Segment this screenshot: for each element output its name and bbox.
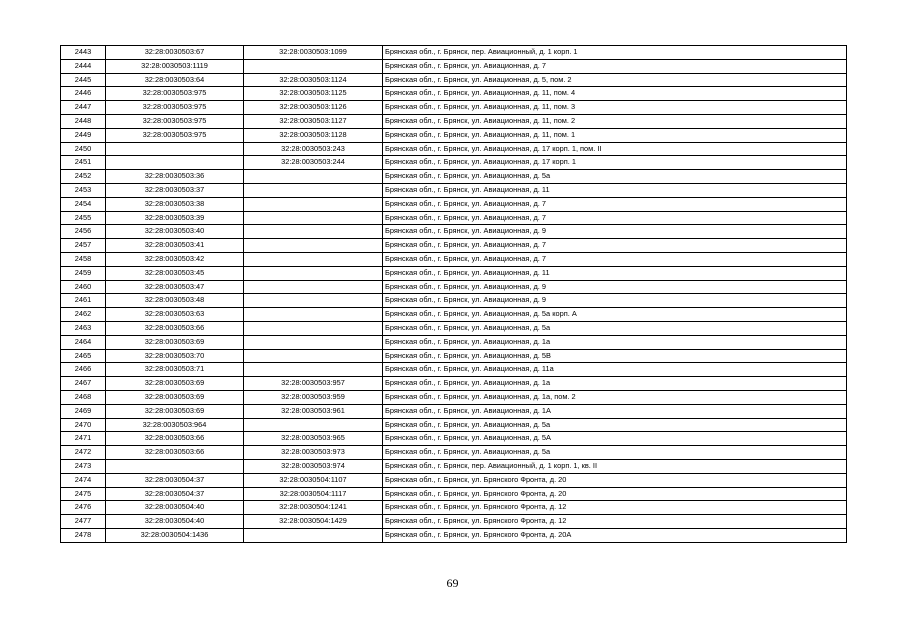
row-number-cell: 2456	[61, 225, 106, 239]
address-cell: Брянская обл., г. Брянск, ул. Авиационная, д. 5а	[383, 321, 847, 335]
row-number-cell: 2472	[61, 446, 106, 460]
property-table-container	[60, 45, 846, 543]
page-number: 69	[446, 576, 459, 590]
building-cadastral-number-cell: 32:28:0030504:1117	[244, 487, 383, 501]
address-cell: Брянская обл., г. Брянск, ул. Авиационная, д. 7	[383, 239, 847, 253]
cadastral-number-cell: 32:28:0030503:975	[106, 128, 244, 142]
address-cell: Брянская обл., г. Брянск, ул. Авиационная, д. 7	[383, 59, 847, 73]
row-number-cell: 2464	[61, 335, 106, 349]
cadastral-number-cell: 32:28:0030503:975	[106, 101, 244, 115]
table-row	[61, 294, 847, 308]
building-cadastral-number-cell: 32:28:0030503:961	[244, 404, 383, 418]
building-cadastral-number-cell	[244, 183, 383, 197]
row-number-cell: 2445	[61, 73, 106, 87]
building-cadastral-number-cell	[244, 294, 383, 308]
address-cell: Брянская обл., г. Брянск, ул. Авиационная, д. 9	[383, 280, 847, 294]
cadastral-number-cell: 32:28:0030503:69	[106, 377, 244, 391]
row-number-cell: 2476	[61, 501, 106, 515]
table-row	[61, 335, 847, 349]
building-cadastral-number-cell	[244, 528, 383, 542]
table-row	[61, 349, 847, 363]
building-cadastral-number-cell	[244, 211, 383, 225]
row-number-cell: 2471	[61, 432, 106, 446]
building-cadastral-number-cell	[244, 363, 383, 377]
cadastral-number-cell	[106, 142, 244, 156]
row-number-cell: 2463	[61, 321, 106, 335]
row-number-cell: 2452	[61, 170, 106, 184]
cadastral-number-cell: 32:28:0030503:66	[106, 321, 244, 335]
table-row	[61, 142, 847, 156]
building-cadastral-number-cell: 32:28:0030503:957	[244, 377, 383, 391]
table-row	[61, 239, 847, 253]
address-cell: Брянская обл., г. Брянск, ул. Авиационная, д. 1а	[383, 335, 847, 349]
table-row	[61, 515, 847, 529]
row-number-cell: 2451	[61, 156, 106, 170]
building-cadastral-number-cell: 32:28:0030503:1128	[244, 128, 383, 142]
table-row	[61, 183, 847, 197]
cadastral-number-cell: 32:28:0030504:40	[106, 515, 244, 529]
row-number-cell: 2478	[61, 528, 106, 542]
row-number-cell: 2450	[61, 142, 106, 156]
building-cadastral-number-cell: 32:28:0030504:1429	[244, 515, 383, 529]
building-cadastral-number-cell	[244, 418, 383, 432]
table-row	[61, 170, 847, 184]
address-cell: Брянская обл., г. Брянск, ул. Авиационная, д. 11а	[383, 363, 847, 377]
row-number-cell: 2461	[61, 294, 106, 308]
table-row	[61, 266, 847, 280]
address-cell: Брянская обл., г. Брянск, ул. Авиационная, д. 5а	[383, 446, 847, 460]
address-cell: Брянская обл., г. Брянск, пер. Авиационный, д. 1 корп. 1	[383, 46, 847, 60]
table-row	[61, 59, 847, 73]
cadastral-number-cell: 32:28:0030503:48	[106, 294, 244, 308]
building-cadastral-number-cell: 32:28:0030503:973	[244, 446, 383, 460]
address-cell: Брянская обл., г. Брянск, пер. Авиационный, д. 1 корп. 1, кв. II	[383, 459, 847, 473]
address-cell: Брянская обл., г. Брянск, ул. Авиационная, д. 1а, пом. 2	[383, 390, 847, 404]
address-cell: Брянская обл., г. Брянск, ул. Авиационная, д. 11, пом. 1	[383, 128, 847, 142]
cadastral-number-cell: 32:28:0030503:70	[106, 349, 244, 363]
cadastral-number-cell: 32:28:0030503:41	[106, 239, 244, 253]
row-number-cell: 2447	[61, 101, 106, 115]
cadastral-number-cell: 32:28:0030504:37	[106, 473, 244, 487]
row-number-cell: 2443	[61, 46, 106, 60]
row-number-cell: 2469	[61, 404, 106, 418]
cadastral-number-cell: 32:28:0030504:37	[106, 487, 244, 501]
table-row	[61, 225, 847, 239]
building-cadastral-number-cell: 32:28:0030503:1127	[244, 114, 383, 128]
table-row	[61, 473, 847, 487]
cadastral-number-cell: 32:28:0030503:71	[106, 363, 244, 377]
address-cell: Брянская обл., г. Брянск, ул. Авиационная, д. 5а	[383, 418, 847, 432]
cadastral-number-cell: 32:28:0030503:975	[106, 87, 244, 101]
building-cadastral-number-cell	[244, 280, 383, 294]
table-row	[61, 418, 847, 432]
building-cadastral-number-cell: 32:28:0030503:965	[244, 432, 383, 446]
address-cell: Брянская обл., г. Брянск, ул. Брянского Фронта, д. 20	[383, 473, 847, 487]
row-number-cell: 2470	[61, 418, 106, 432]
table-row	[61, 308, 847, 322]
row-number-cell: 2455	[61, 211, 106, 225]
address-cell: Брянская обл., г. Брянск, ул. Авиационная, д. 5а	[383, 170, 847, 184]
address-cell: Брянская обл., г. Брянск, ул. Авиационная, д. 7	[383, 252, 847, 266]
row-number-cell: 2474	[61, 473, 106, 487]
address-cell: Брянская обл., г. Брянск, ул. Авиационная, д. 17 корп. 1	[383, 156, 847, 170]
address-cell: Брянская обл., г. Брянск, ул. Авиационная, д. 17 корп. 1, пом. II	[383, 142, 847, 156]
row-number-cell: 2475	[61, 487, 106, 501]
cadastral-number-cell: 32:28:0030503:36	[106, 170, 244, 184]
address-cell: Брянская обл., г. Брянск, ул. Авиационная, д. 7	[383, 211, 847, 225]
building-cadastral-number-cell	[244, 170, 383, 184]
table-row	[61, 252, 847, 266]
table-row	[61, 128, 847, 142]
row-number-cell: 2468	[61, 390, 106, 404]
cadastral-number-cell: 32:28:0030504:40	[106, 501, 244, 515]
row-number-cell: 2462	[61, 308, 106, 322]
building-cadastral-number-cell: 32:28:0030503:1126	[244, 101, 383, 115]
cadastral-number-cell	[106, 459, 244, 473]
cadastral-number-cell: 32:28:0030503:975	[106, 114, 244, 128]
building-cadastral-number-cell: 32:28:0030503:244	[244, 156, 383, 170]
row-number-cell: 2457	[61, 239, 106, 253]
address-cell: Брянская обл., г. Брянск, ул. Авиационная, д. 11	[383, 266, 847, 280]
building-cadastral-number-cell	[244, 252, 383, 266]
address-cell: Брянская обл., г. Брянск, ул. Авиационная, д. 9	[383, 225, 847, 239]
cadastral-number-cell: 32:28:0030503:63	[106, 308, 244, 322]
row-number-cell: 2460	[61, 280, 106, 294]
row-number-cell: 2477	[61, 515, 106, 529]
address-cell: Брянская обл., г. Брянск, ул. Авиационная, д. 11, пом. 2	[383, 114, 847, 128]
building-cadastral-number-cell	[244, 59, 383, 73]
building-cadastral-number-cell	[244, 321, 383, 335]
cadastral-number-cell: 32:28:0030504:1436	[106, 528, 244, 542]
table-row	[61, 446, 847, 460]
address-cell: Брянская обл., г. Брянск, ул. Брянского Фронта, д. 12	[383, 515, 847, 529]
table-row	[61, 377, 847, 391]
building-cadastral-number-cell: 32:28:0030504:1107	[244, 473, 383, 487]
table-row	[61, 101, 847, 115]
building-cadastral-number-cell: 32:28:0030503:1124	[244, 73, 383, 87]
table-row	[61, 390, 847, 404]
building-cadastral-number-cell: 32:28:0030503:1099	[244, 46, 383, 60]
cadastral-number-cell: 32:28:0030503:69	[106, 390, 244, 404]
building-cadastral-number-cell	[244, 197, 383, 211]
address-cell: Брянская обл., г. Брянск, ул. Авиационная, д. 5а корп. А	[383, 308, 847, 322]
table-row	[61, 528, 847, 542]
table-row	[61, 363, 847, 377]
table-row	[61, 280, 847, 294]
cadastral-number-cell: 32:28:0030503:39	[106, 211, 244, 225]
row-number-cell: 2454	[61, 197, 106, 211]
row-number-cell: 2465	[61, 349, 106, 363]
address-cell: Брянская обл., г. Брянск, ул. Авиационная, д. 11	[383, 183, 847, 197]
table-row	[61, 87, 847, 101]
address-cell: Брянская обл., г. Брянск, ул. Брянского Фронта, д. 12	[383, 501, 847, 515]
row-number-cell: 2467	[61, 377, 106, 391]
cadastral-number-cell: 32:28:0030503:38	[106, 197, 244, 211]
address-cell: Брянская обл., г. Брянск, ул. Авиационная, д. 1а	[383, 377, 847, 391]
table-row	[61, 197, 847, 211]
table-row	[61, 501, 847, 515]
address-cell: Брянская обл., г. Брянск, ул. Брянского Фронта, д. 20	[383, 487, 847, 501]
table-row	[61, 459, 847, 473]
property-table	[60, 45, 847, 543]
address-cell: Брянская обл., г. Брянск, ул. Брянского Фронта, д. 20А	[383, 528, 847, 542]
table-row	[61, 211, 847, 225]
building-cadastral-number-cell	[244, 308, 383, 322]
building-cadastral-number-cell	[244, 239, 383, 253]
row-number-cell: 2449	[61, 128, 106, 142]
cadastral-number-cell: 32:28:0030503:67	[106, 46, 244, 60]
address-cell: Брянская обл., г. Брянск, ул. Авиационная, д. 5, пом. 2	[383, 73, 847, 87]
cadastral-number-cell: 32:28:0030503:66	[106, 446, 244, 460]
table-row	[61, 487, 847, 501]
building-cadastral-number-cell	[244, 225, 383, 239]
building-cadastral-number-cell: 32:28:0030503:243	[244, 142, 383, 156]
cadastral-number-cell: 32:28:0030503:1119	[106, 59, 244, 73]
building-cadastral-number-cell: 32:28:0030504:1241	[244, 501, 383, 515]
address-cell: Брянская обл., г. Брянск, ул. Авиационная, д. 11, пом. 3	[383, 101, 847, 115]
table-row	[61, 73, 847, 87]
cadastral-number-cell	[106, 156, 244, 170]
address-cell: Брянская обл., г. Брянск, ул. Авиационная, д. 5В	[383, 349, 847, 363]
cadastral-number-cell: 32:28:0030503:47	[106, 280, 244, 294]
building-cadastral-number-cell	[244, 335, 383, 349]
table-row	[61, 432, 847, 446]
address-cell: Брянская обл., г. Брянск, ул. Авиационная, д. 7	[383, 197, 847, 211]
cadastral-number-cell: 32:28:0030503:37	[106, 183, 244, 197]
address-cell: Брянская обл., г. Брянск, ул. Авиационная, д. 9	[383, 294, 847, 308]
building-cadastral-number-cell	[244, 266, 383, 280]
building-cadastral-number-cell: 32:28:0030503:974	[244, 459, 383, 473]
row-number-cell: 2448	[61, 114, 106, 128]
cadastral-number-cell: 32:28:0030503:69	[106, 404, 244, 418]
table-row	[61, 321, 847, 335]
building-cadastral-number-cell	[244, 349, 383, 363]
address-cell: Брянская обл., г. Брянск, ул. Авиационная, д. 5А	[383, 432, 847, 446]
cadastral-number-cell: 32:28:0030503:40	[106, 225, 244, 239]
row-number-cell: 2446	[61, 87, 106, 101]
table-row	[61, 46, 847, 60]
cadastral-number-cell: 32:28:0030503:45	[106, 266, 244, 280]
row-number-cell: 2466	[61, 363, 106, 377]
row-number-cell: 2458	[61, 252, 106, 266]
table-row	[61, 404, 847, 418]
building-cadastral-number-cell: 32:28:0030503:959	[244, 390, 383, 404]
property-table-body	[61, 46, 847, 543]
table-row	[61, 114, 847, 128]
cadastral-number-cell: 32:28:0030503:42	[106, 252, 244, 266]
row-number-cell: 2459	[61, 266, 106, 280]
cadastral-number-cell: 32:28:0030503:964	[106, 418, 244, 432]
row-number-cell: 2453	[61, 183, 106, 197]
address-cell: Брянская обл., г. Брянск, ул. Авиационная, д. 11, пом. 4	[383, 87, 847, 101]
row-number-cell: 2473	[61, 459, 106, 473]
address-cell: Брянская обл., г. Брянск, ул. Авиационная, д. 1А	[383, 404, 847, 418]
building-cadastral-number-cell: 32:28:0030503:1125	[244, 87, 383, 101]
row-number-cell: 2444	[61, 59, 106, 73]
cadastral-number-cell: 32:28:0030503:64	[106, 73, 244, 87]
cadastral-number-cell: 32:28:0030503:66	[106, 432, 244, 446]
table-row	[61, 156, 847, 170]
cadastral-number-cell: 32:28:0030503:69	[106, 335, 244, 349]
